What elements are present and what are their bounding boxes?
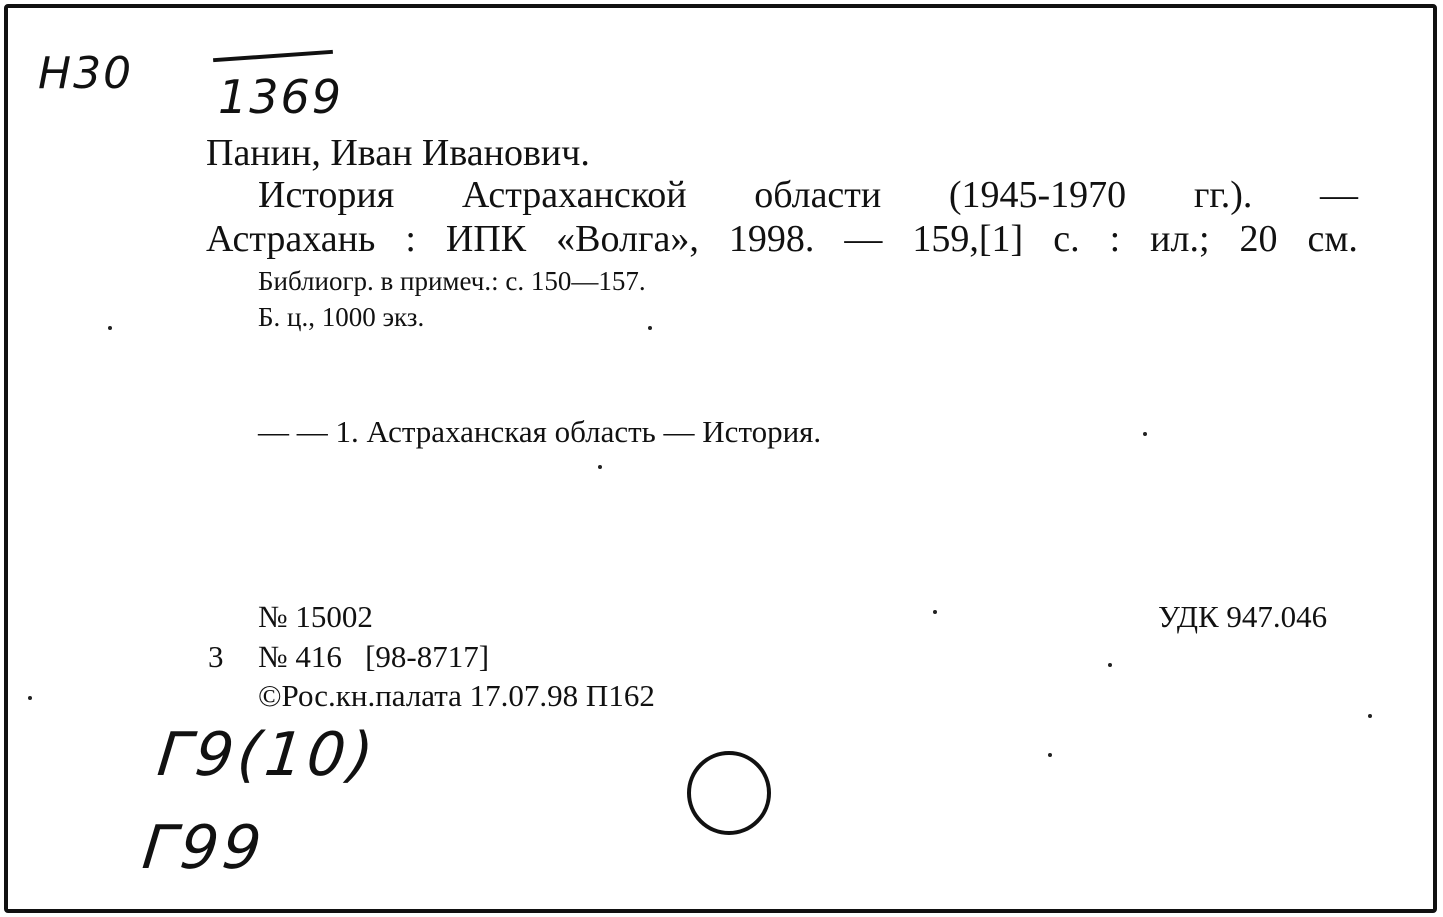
- imprint-word: ИПК: [445, 218, 527, 260]
- author-heading: Панин, Иван Иванович.: [206, 132, 590, 174]
- scan-speck: [1048, 753, 1052, 757]
- imprint-word: ил.;: [1150, 218, 1210, 260]
- scan-speck: [1108, 663, 1112, 667]
- price-note: Б. ц., 1000 экз.: [258, 302, 425, 332]
- scan-speck: [28, 696, 32, 700]
- title-word: (1945-1970: [948, 174, 1127, 216]
- imprint-word: 20: [1239, 218, 1278, 260]
- title-word: области: [754, 174, 882, 216]
- udc-code: УДК 947.046: [1158, 599, 1328, 634]
- imprint-word: :: [1109, 218, 1121, 260]
- imprint-word: :: [405, 218, 416, 260]
- scan-speck: [598, 465, 602, 469]
- bibliography-note: Библиогр. в примеч.: с. 150—157.: [258, 266, 646, 296]
- inventory-overline: [213, 50, 333, 62]
- imprint-word: см.: [1307, 218, 1358, 260]
- imprint-word: с.: [1053, 218, 1080, 260]
- card-prefix: 3: [208, 639, 224, 674]
- title-word: —: [1319, 174, 1358, 216]
- card-number-line: № 416 [98-8717]: [258, 639, 490, 674]
- punch-hole-circle: [678, 743, 788, 853]
- title-word: История: [258, 174, 395, 216]
- scan-speck: [933, 610, 937, 614]
- imprint-word: Астрахань: [206, 218, 376, 260]
- catalog-card: [4, 4, 1437, 913]
- book-chamber-line: ©Рос.кн.палата 17.07.98 П162: [258, 678, 655, 713]
- title-word: гг.).: [1193, 174, 1253, 216]
- handwritten-shelf-mark: Н30: [38, 48, 134, 99]
- imprint-word: 1998.: [728, 218, 815, 260]
- scan-speck: [648, 326, 652, 330]
- imprint-line: [206, 220, 1358, 258]
- scan-speck: [1143, 432, 1147, 436]
- imprint-word: «Волга»,: [556, 218, 699, 260]
- title-line: [258, 176, 1358, 214]
- handwritten-inventory-number: 1369: [218, 70, 344, 124]
- subject-tracing: — — 1. Астраханская область — История.: [258, 414, 822, 449]
- scan-speck: [108, 326, 112, 330]
- imprint-word: 159,[1]: [912, 218, 1024, 260]
- number-line: № 15002: [258, 599, 373, 634]
- handwritten-classification-1: Г9(10): [154, 720, 381, 790]
- imprint-word: —: [844, 218, 883, 260]
- handwritten-classification-2: Г99: [139, 813, 269, 883]
- scan-speck: [1368, 714, 1372, 718]
- title-word: Астраханской: [461, 174, 687, 216]
